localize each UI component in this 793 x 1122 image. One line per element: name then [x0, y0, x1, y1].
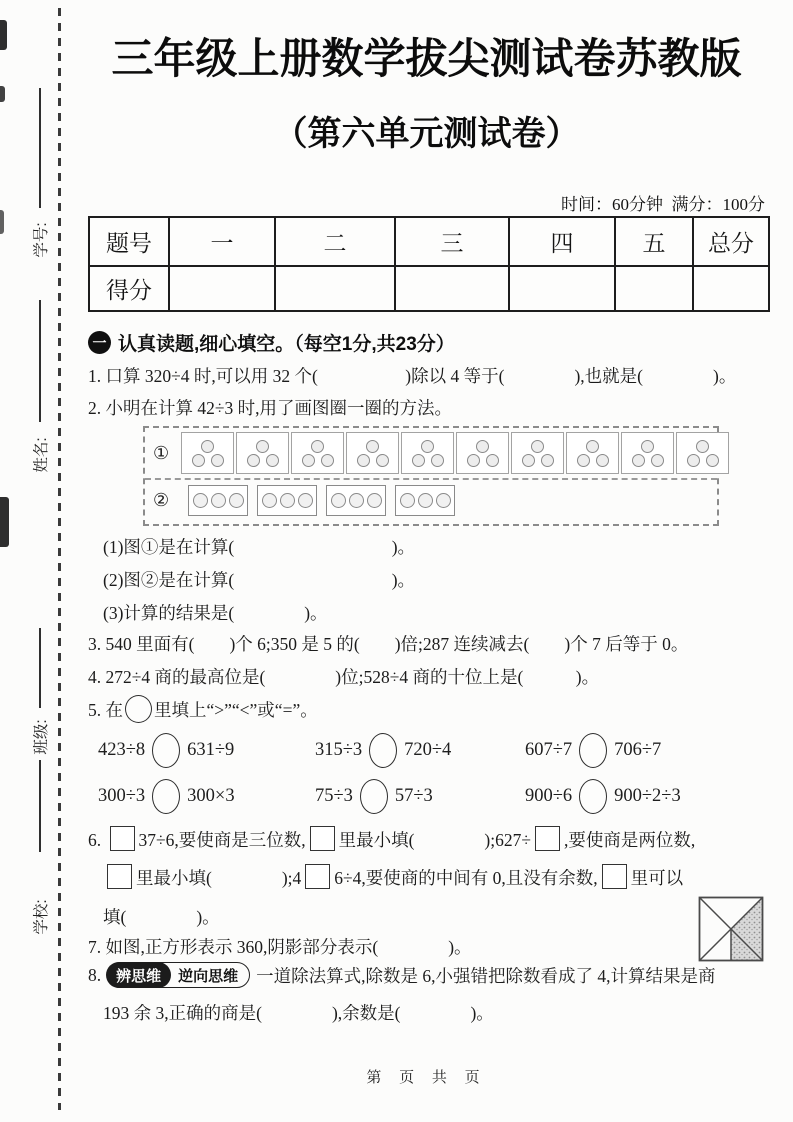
group-of-3-circles-row [257, 485, 317, 516]
question-text: 37÷6,要使商是三位数, [138, 830, 306, 850]
question-8-line-2: 193 余 3,正确的商是( ),余数是( )。 [103, 1003, 494, 1023]
group-of-3-circles [456, 432, 509, 474]
blank-box [107, 864, 132, 889]
fold-dashed-line [58, 8, 61, 1110]
score-empty-cell [692, 265, 768, 310]
right-expression: 720÷4 [404, 739, 452, 760]
question-text: 6÷4,要使商的中间有 0,且没有余数, [334, 868, 598, 888]
question-text: 里最小填( );627÷ [338, 830, 531, 850]
score-table-header-cell: 五 [614, 218, 692, 265]
score-row-label: 得分 [90, 265, 168, 310]
group-of-3-circles [346, 432, 399, 474]
thinking-skill-badge [107, 962, 250, 988]
question-6-line-1 [88, 826, 695, 853]
score-empty-cell [394, 265, 508, 310]
answer-circle [579, 779, 607, 814]
comparison-item [98, 775, 315, 817]
score-table-header-cell: 三 [394, 218, 508, 265]
question-text: 里可以 [630, 868, 684, 888]
group-of-3-circles [291, 432, 344, 474]
group-of-3-circles [566, 432, 619, 474]
answer-circle [369, 733, 397, 768]
score-table-header-cell: 题号 [106, 231, 152, 256]
comparison-item [315, 775, 525, 817]
right-expression: 706÷7 [614, 739, 662, 760]
name-label: 姓名: [33, 437, 50, 473]
scan-artifact [0, 497, 9, 547]
school-label: 学校: [33, 899, 50, 935]
row1-circled-number: ① [153, 442, 170, 464]
group-of-3-circles [511, 432, 564, 474]
badge-light-label: 逆向思维 [178, 967, 239, 985]
score-empty-cell [168, 265, 274, 310]
section-title: 认真读题,细心填空。（每空1分,共23分） [118, 334, 455, 355]
question-text: 填( )。 [103, 907, 220, 927]
question-6-line-3 [103, 904, 220, 930]
question-2: 2. 小明在计算 42÷3 时,用了画图圈一圈的方法。 [88, 398, 452, 418]
score-empty-cell [274, 265, 394, 310]
badge-dark-label: 辨思维 [106, 962, 171, 988]
score-table-header-cell: 总分 [692, 218, 768, 265]
answer-circle [152, 733, 180, 768]
section-one-header [88, 329, 455, 356]
question-8-text: 一道除法算式,除数是 6,小强错把除数看成了 4,计算结果是商 [256, 965, 716, 986]
row2-circled-number: ② [153, 490, 170, 511]
question-text: ,要使商是两位数, [563, 830, 696, 850]
question-8-number: 8. [88, 964, 102, 985]
question-7: 7. 如图,正方形表示 360,阴影部分表示( )。 [88, 937, 472, 957]
shaded-square-figure [698, 896, 764, 962]
right-expression: 900÷2÷3 [614, 785, 681, 806]
group-of-3-circles-row [188, 485, 248, 516]
question-text: 里最小填( );4 [136, 868, 302, 888]
score-empty-cell [508, 265, 614, 310]
answer-circle [579, 733, 607, 768]
diagram-row-2 [153, 485, 455, 516]
scan-artifact [0, 20, 7, 50]
compare-grid [98, 729, 764, 817]
school-write-line [39, 760, 41, 852]
question-5-intro [88, 695, 318, 723]
scan-artifact [0, 86, 5, 102]
fill-circle-icon [125, 695, 152, 723]
right-expression: 631÷9 [187, 739, 235, 760]
answer-circle [360, 779, 388, 814]
question-3: 3. 540 里面有( )个 6;350 是 5 的( )倍;287 连续减去( )个 7 后等于 0。 [88, 634, 689, 654]
left-expression: 423÷8 [98, 739, 146, 760]
class-label: 班级: [33, 719, 50, 755]
question-1: 1. 口算 320÷4 时,可以用 32 个( )除以 4 等于( ),也就是( )。 [88, 366, 737, 386]
group-of-3-circles [401, 432, 454, 474]
shaded-region [731, 898, 762, 960]
left-expression: 300÷3 [98, 785, 146, 806]
question-8-line-1 [88, 962, 716, 988]
group-of-3-circles-row [395, 485, 455, 516]
answer-circle [152, 779, 180, 814]
circle-grouping-diagram [143, 426, 719, 526]
right-expression: 300×3 [187, 785, 235, 806]
left-expression: 607÷7 [525, 739, 573, 760]
group-of-3-circles [676, 432, 729, 474]
student-id-write-line [39, 88, 41, 208]
question-2-sub3: (3)计算的结果是( )。 [103, 603, 328, 623]
question-2-sub2: (2)图②是在计算( )。 [103, 570, 416, 590]
group-of-3-circles [236, 432, 289, 474]
blank-box [110, 826, 135, 851]
diagram-row2-groups [188, 485, 455, 516]
comparison-item [525, 775, 764, 817]
diagram-row-separator [145, 478, 717, 480]
group-of-3-circles-row [326, 485, 386, 516]
page-footer: 第 页 共 页 [366, 1070, 487, 1086]
question-5-suffix: 里填上“>”“<”或“=”。 [154, 700, 318, 720]
score-table-header-cell: 一 [168, 218, 274, 265]
diagram-row-1 [153, 432, 729, 474]
right-expression: 57÷3 [394, 785, 433, 806]
blank-box [535, 826, 560, 851]
page-subtitle: （第六单元测试卷） [273, 115, 580, 153]
comparison-item [98, 729, 315, 771]
class-write-line [39, 628, 41, 708]
comparison-item [525, 729, 764, 771]
score-empty-cell [614, 265, 692, 310]
blank-box [305, 864, 330, 889]
section-number-icon: 一 [88, 331, 111, 354]
group-of-3-circles [181, 432, 234, 474]
student-id-label: 学号: [33, 222, 50, 258]
score-table [88, 216, 770, 312]
blank-box [310, 826, 335, 851]
left-expression: 315÷3 [315, 739, 363, 760]
comparison-item [315, 729, 525, 771]
question-4: 4. 272÷4 商的最高位是( )位;528÷4 商的十位上是( )。 [88, 667, 600, 687]
time-and-score-info: 时间：60分钟 满分：100分 [561, 195, 765, 214]
question-6-line-2 [103, 864, 683, 891]
name-write-line [39, 300, 41, 422]
left-expression: 900÷6 [525, 785, 573, 806]
question-2-sub1: (1)图①是在计算( )。 [103, 537, 416, 557]
page-title: 三年级上册数学拔尖测试卷苏教版 [111, 35, 742, 82]
scan-artifact [0, 210, 4, 234]
score-table-header-cell: 二 [274, 218, 394, 265]
left-expression: 75÷3 [315, 785, 353, 806]
question-text: 6. [88, 830, 106, 850]
group-of-3-circles [621, 432, 674, 474]
blank-box [602, 864, 627, 889]
question-5-prefix: 5. 在 [88, 700, 123, 720]
diagram-row1-groups [181, 432, 729, 474]
score-table-header-cell: 四 [508, 218, 614, 265]
